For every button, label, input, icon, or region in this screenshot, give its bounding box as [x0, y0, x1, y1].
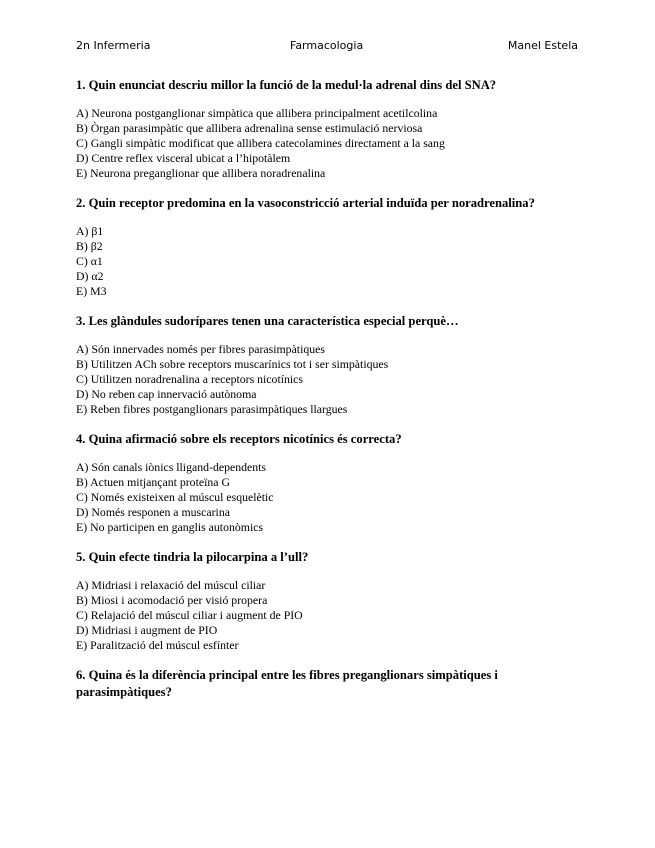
- answer-option: C) Només existeixen al múscul esquelètic: [76, 490, 274, 504]
- answer-option: A) Midriasi i relaxació del múscul ciliar: [76, 578, 266, 592]
- questions-list: [76, 77, 576, 713]
- answer-option: C) Gangli simpàtic modificat que allibera catecolamines directament a la sang: [76, 136, 445, 150]
- answer-option: B) Utilitzen ACh sobre receptors muscarínics tot i ser simpàtiques: [76, 357, 389, 371]
- answer-option: A) Són canals iònics lligand-dependents: [76, 460, 267, 474]
- question-title: 3. Les glàndules sudorípares tenen una característica especial perquè…: [76, 314, 459, 328]
- question-block: [76, 313, 576, 417]
- answer-option: D) Només responen a muscarina: [76, 505, 230, 519]
- header-subject: Farmacologia: [290, 39, 364, 52]
- answer-options: [76, 460, 576, 535]
- header-author: Manel Estela: [507, 39, 578, 52]
- question-block: [76, 431, 576, 535]
- answer-option: D) Centre reflex visceral ubicat a l’hipotàlem: [76, 151, 291, 165]
- question-block: [76, 667, 576, 701]
- answer-option: C) Utilitzen noradrenalina a receptors nicotínics: [76, 372, 304, 386]
- answer-option: B) Òrgan parasimpàtic que allibera adrenalina sense estimulació nerviosa: [76, 121, 423, 135]
- answer-option: C) Relajació del múscul ciliar i augment de PIO: [76, 608, 303, 622]
- answer-option: A) β1: [76, 224, 104, 238]
- question-title: 5. Quin efecte tindria la pilocarpina a l’ull?: [76, 550, 309, 564]
- answer-option: B) β2: [76, 239, 103, 253]
- answer-option: A) Neurona postganglionar simpàtica que allibera principalment acetilcolina: [76, 106, 438, 120]
- question-block: [76, 549, 576, 653]
- answer-option: B) Actuen mitjançant proteïna G: [76, 475, 230, 489]
- answer-option: B) Miosi i acomodació per visió propera: [76, 593, 268, 607]
- answer-option: E) No participen en ganglis autonòmics: [76, 520, 264, 534]
- page-header: [76, 39, 578, 55]
- header-course: 2n Infermeria: [76, 39, 151, 52]
- question-title: 6. Quina és la diferència principal entre les fibres preganglionars simpàtiques i parasimpàtiques?: [76, 668, 498, 699]
- question-title: 2. Quin receptor predomina en la vasoconstricció arterial induïda per noradrenalina?: [76, 196, 535, 210]
- question-title: 1. Quin enunciat descriu millor la funció de la medul·la adrenal dins del SNA?: [76, 78, 497, 92]
- answer-options: [76, 106, 576, 181]
- answer-option: A) Són innervades només per fibres parasimpàtiques: [76, 342, 325, 356]
- answer-option: D) No reben cap innervació autònoma: [76, 387, 257, 401]
- answer-options: [76, 342, 576, 417]
- answer-option: D) α2: [76, 269, 104, 283]
- answer-option: E) Reben fibres postganglionars parasimpàtiques llargues: [76, 402, 348, 416]
- answer-option: E) M3: [76, 284, 107, 298]
- answer-options: [76, 578, 576, 653]
- question-block: [76, 195, 576, 299]
- answer-option: C) α1: [76, 254, 103, 268]
- answer-option: E) Paralització del múscul esfínter: [76, 638, 239, 652]
- answer-option: D) Midriasi i augment de PIO: [76, 623, 218, 637]
- question-title: 4. Quina afirmació sobre els receptors nicotínics és correcta?: [76, 432, 402, 446]
- answer-option: E) Neurona preganglionar que allibera noradrenalina: [76, 166, 326, 180]
- question-block: [76, 77, 576, 181]
- answer-options: [76, 224, 576, 299]
